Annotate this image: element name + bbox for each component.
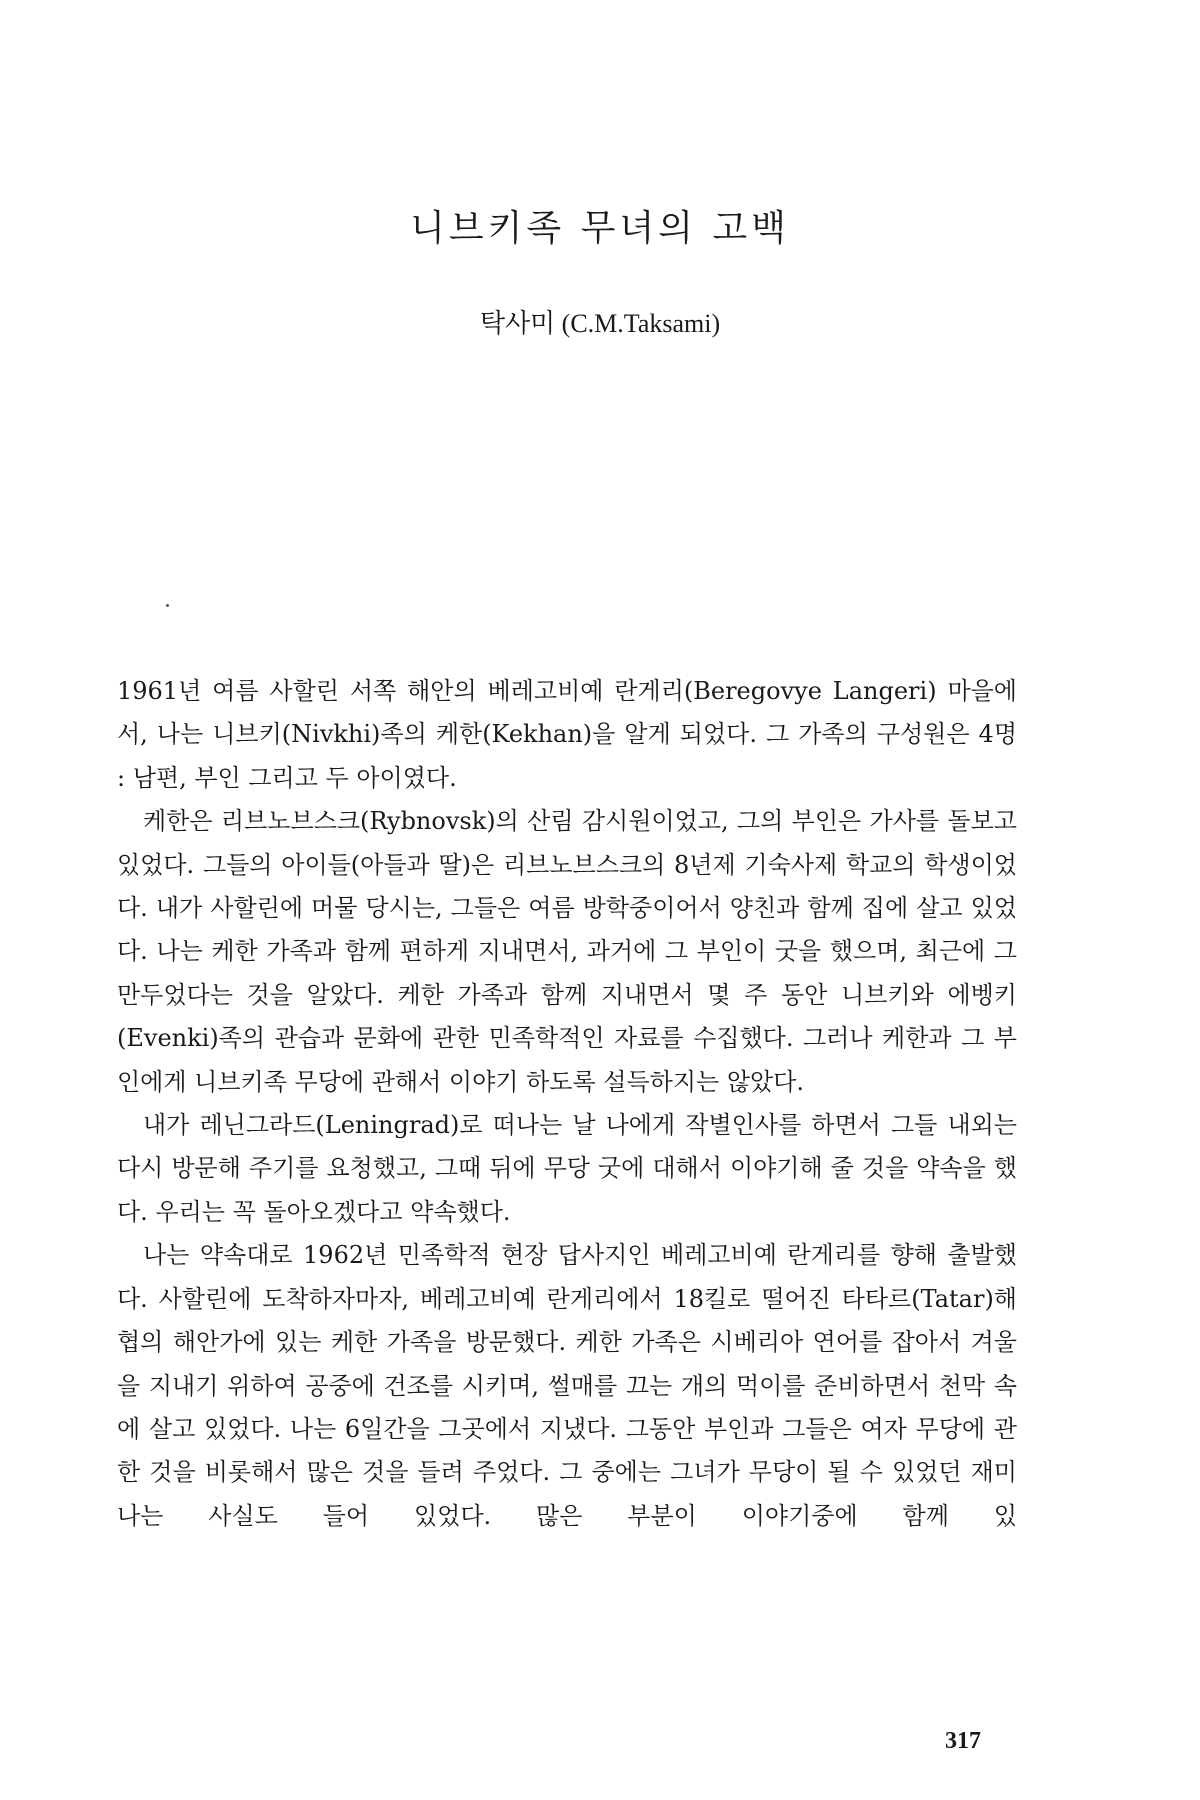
- body-paragraph: 1961년 여름 사할린 서쪽 해안의 베레고비예 란게리(Beregovye Langeri) 마을에서, 나는 니브키(Nivkhi)족의 케한(Kekhan)을 알게 되었다. 그 가족의 구성원은 4명 : 남편, 부인 그리고 두 아이였다.: [117, 677, 1017, 792]
- document-title: 니브키족 무녀의 고백: [410, 208, 790, 249]
- document-body: [117, 670, 1017, 1538]
- page-number: 317: [945, 1728, 981, 1754]
- print-speck: [166, 604, 169, 607]
- body-paragraph: 나는 약속대로 1962년 민족학적 현장 답사지인 베레고비예 란게리를 향해 출발했다. 사할린에 도착하자마자, 베레고비예 란게리에서 18킬로 떨어진 타타르(Tatar)해협의 해안가에 있는 케한 가족을 방문했다. 케한 가족은 시베리아 연어를 잡아서 겨울을 지내기 위하여 공중에 건조를 시키며, 썰매를 끄는 개의 먹이를 준비하면서 천막 속에 살고 있었다. 나는 6일간을 그곳에서 지냈다. 그동안 부인과 그들은 여자 무당에 관한 것을 비롯해서 많은 것을 들려 주었다. 그 중에는 그녀가 무당이 될 수 있었던 재미나는 사실도 들어 있었다. 많은 부분이 이야기중에 함께 있: [117, 1241, 1017, 1530]
- body-paragraph: 케한은 리브노브스크(Rybnovsk)의 산림 감시원이었고, 그의 부인은 가사를 돌보고 있었다. 그들의 아이들(아들과 딸)은 리브노브스크의 8년제 기숙사제 학교의 학생이었다. 내가 사할린에 머물 당시는, 그들은 여름 방학중이어서 양친과 함께 집에 살고 있었다. 나는 케한 가족과 함께 편하게 지내면서, 과거에 그 부인이 굿을 했으며, 최근에 그만두었다는 것을 알았다. 케한 가족과 함께 지내면서 몇 주 동안 니브키와 에벵키(Evenki)족의 관습과 문화에 관한 민족학적인 자료를 수집했다. 그러나 케한과 그 부인에게 니브키족 무당에 관해서 이야기 하도록 설득하지는 않았다.: [117, 807, 1017, 1096]
- document-author: 탁사미 (C.M.Taksami): [479, 309, 721, 338]
- body-paragraph: 내가 레닌그라드(Leningrad)로 떠나는 날 나에게 작별인사를 하면서 그들 내외는 다시 방문해 주기를 요청했고, 그때 뒤에 무당 굿에 대해서 이야기해 줄 것을 약속을 했다. 우리는 꼭 돌아오겠다고 약속했다.: [117, 1111, 1017, 1226]
